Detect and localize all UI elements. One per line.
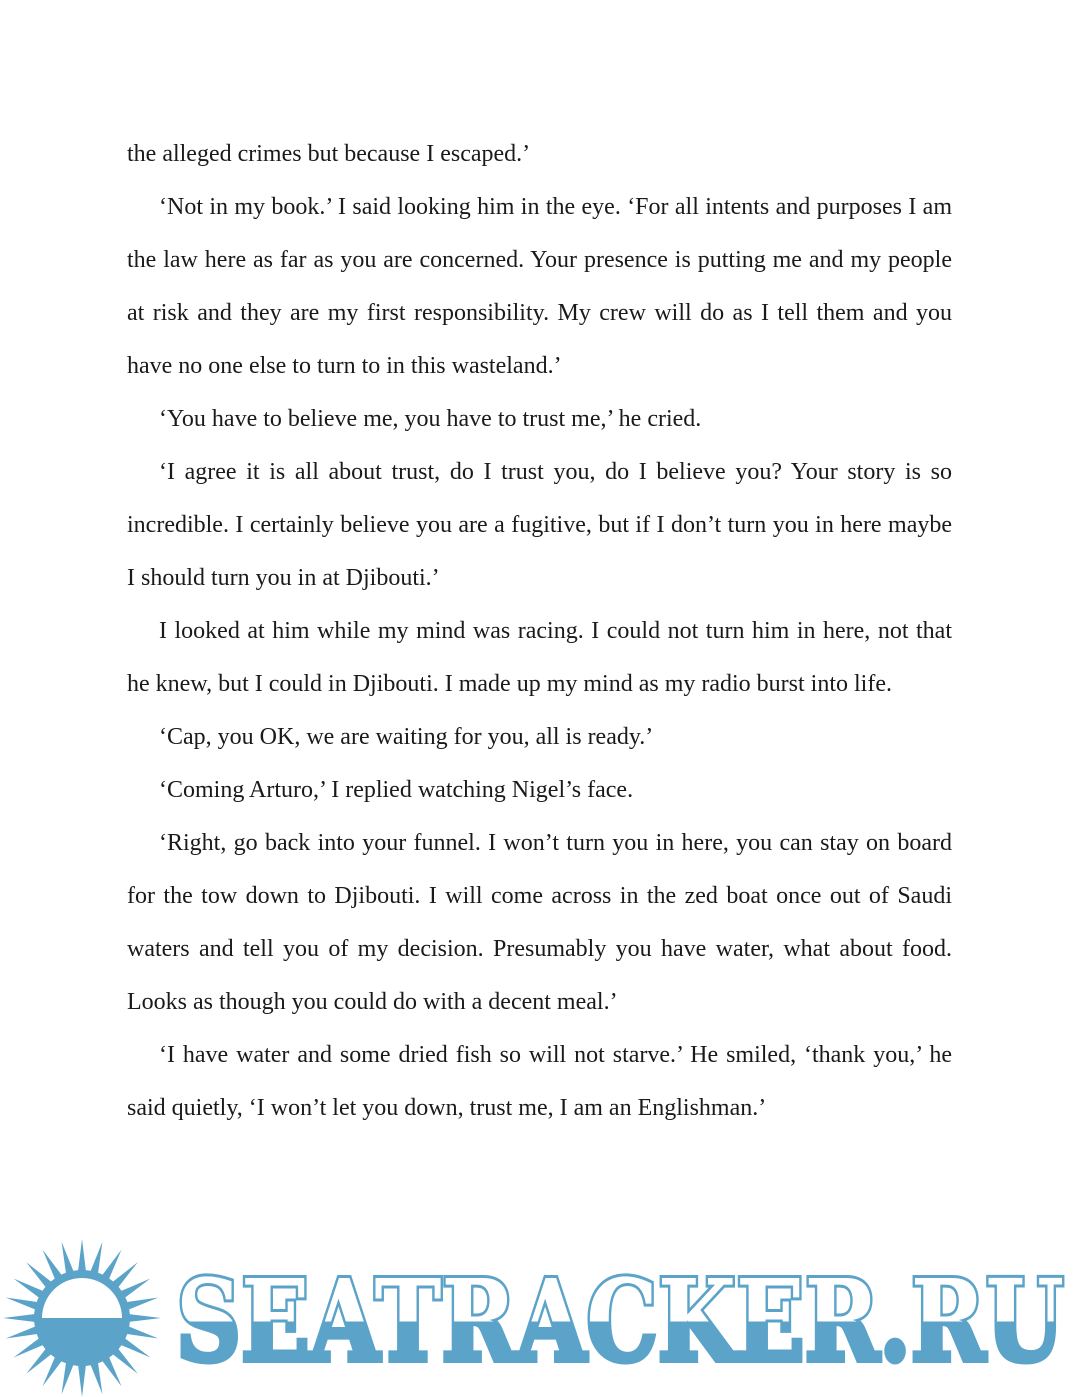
watermark-text	[170, 1238, 1070, 1397]
paragraph: ‘Cap, you OK, we are waiting for you, all is ready.’	[159, 724, 654, 750]
sun-ray	[126, 1314, 161, 1323]
paragraph: ‘Coming Arturo,’ I replied watching Nigel’s face.	[159, 777, 634, 803]
page-body-text	[127, 128, 952, 1135]
paragraph: I looked at him while my mind was racing. I could not turn him in here, not that he knew, but I could in Djibouti. I made up my mind as my radio burst into life.	[127, 618, 952, 697]
paragraph: ‘I have water and some dried fish so will not starve.’ He smiled, ‘thank you,’ he said quietly, ‘I won’t let you down, trust me, I am an Englishman.’	[127, 1042, 952, 1121]
paragraph: ‘Not in my book.’ I said looking him in the eye. ‘For all intents and purposes I am the law here as far as you are concerned. Your presence is putting me and my people at risk and they are my first responsibility. My crew will do as I tell them and you have no one else to turn to in this wasteland.’	[127, 194, 952, 379]
paragraph: ‘I agree it is all about trust, do I trust you, do I believe you? Your story is so incredible. I certainly believe you are a fugitive, but if I don’t turn you in here maybe I should turn you in at Djibouti.’	[127, 459, 952, 591]
sun-ray	[3, 1314, 38, 1323]
sun-ray	[78, 1239, 87, 1274]
paragraph: ‘Right, go back into your funnel. I won’t turn you in here, you can stay on board for the tow down to Djibouti. I will come across in the zed boat once out of Saudi waters and tell you of my decision. Presumably you have water, what about food. Looks as though you could do with a decent meal.’	[127, 830, 952, 1015]
paragraph: ‘You have to believe me, you have to trust me,’ he cried.	[159, 406, 702, 432]
watermark	[0, 1238, 1080, 1397]
watermark-label: SEATRACKER.RU	[176, 1256, 1064, 1387]
sun-icon	[0, 1238, 165, 1397]
sun-ray	[78, 1362, 87, 1397]
paragraph: the alleged crimes but because I escaped.’	[127, 141, 531, 167]
